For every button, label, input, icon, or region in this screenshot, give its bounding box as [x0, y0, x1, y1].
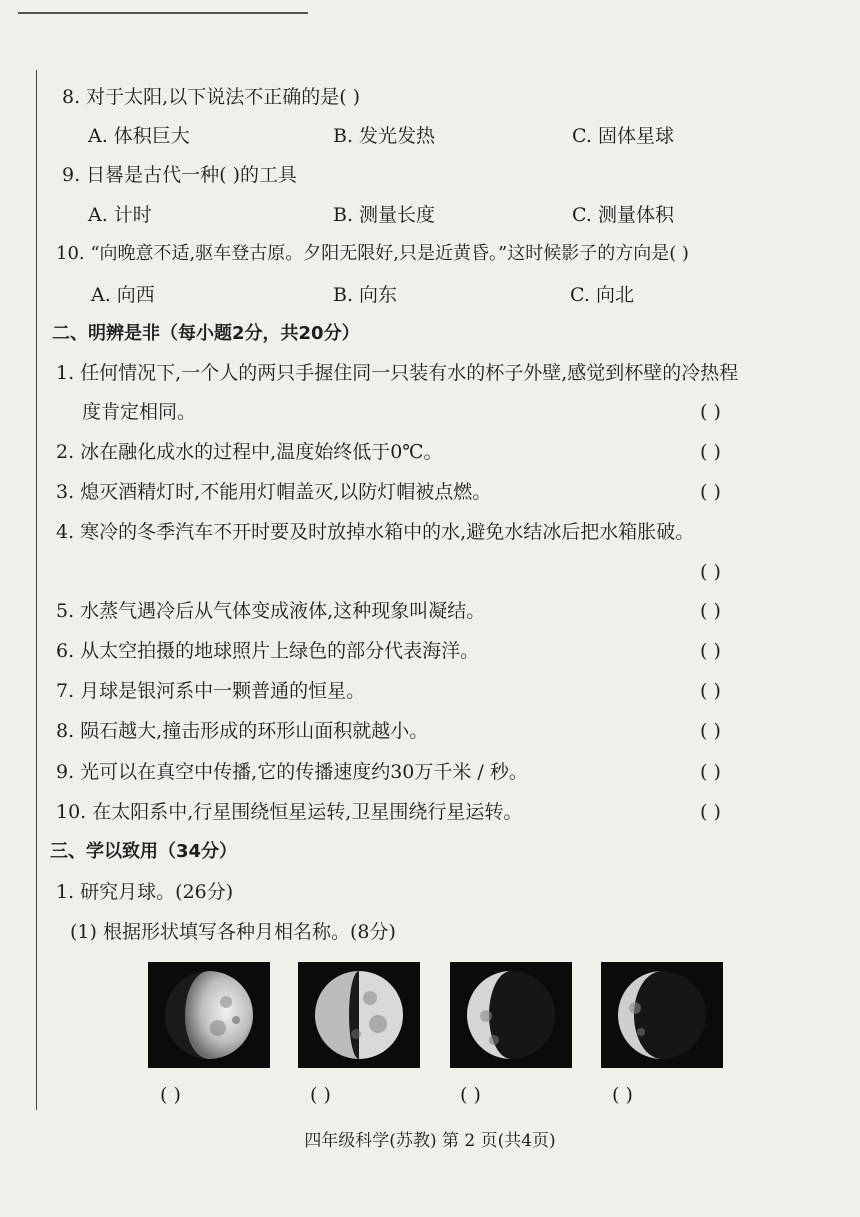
moon-answer-2: ( ): [310, 1084, 331, 1106]
question-8-option-b: B. 发光发热: [333, 125, 436, 147]
question-9-option-b: B. 测量长度: [333, 204, 436, 226]
moon-answer-4: ( ): [612, 1084, 633, 1106]
tf-item-1-line2: 度肯定相同。: [82, 401, 197, 423]
section-3-title: 三、学以致用（34分）: [50, 841, 238, 862]
tf-answer-7: ( ): [700, 680, 721, 702]
moon-phase-image-2: [298, 962, 420, 1068]
moon-phase-image-4: [601, 962, 723, 1068]
question-9-option-c: C. 测量体积: [572, 204, 674, 226]
tf-answer-2: ( ): [700, 441, 721, 463]
tf-item-7: 7. 月球是银河系中一颗普通的恒星。: [56, 680, 366, 702]
section-3-question-1-1: (1) 根据形状填写各种月相名称。(8分): [70, 921, 396, 943]
tf-answer-3: ( ): [700, 481, 721, 503]
tf-item-8: 8. 陨石越大,撞击形成的环形山面积就越小。: [56, 720, 429, 742]
top-rule: [18, 12, 308, 14]
tf-answer-1: ( ): [700, 401, 721, 423]
tf-answer-10: ( ): [700, 801, 721, 823]
tf-answer-8: ( ): [700, 720, 721, 742]
question-8-option-c: C. 固体星球: [572, 125, 674, 147]
question-10-option-c: C. 向北: [570, 284, 634, 306]
tf-item-5: 5. 水蒸气遇冷后从气体变成液体,这种现象叫凝结。: [56, 600, 486, 622]
margin-rule: [36, 70, 37, 1110]
tf-item-9: 9. 光可以在真空中传播,它的传播速度约30万千米 / 秒。: [56, 761, 528, 783]
moon-answer-1: ( ): [160, 1084, 181, 1106]
question-10-option-b: B. 向东: [333, 284, 398, 306]
page-footer: 四年级科学(苏教) 第 2 页(共4页): [304, 1131, 556, 1151]
moon-phase-image-3: [450, 962, 572, 1068]
tf-item-6: 6. 从太空拍摄的地球照片上绿色的部分代表海洋。: [56, 640, 480, 662]
tf-item-10: 10. 在太阳系中,行星围绕恒星运转,卫星围绕行星运转。: [56, 801, 523, 823]
tf-answer-5: ( ): [700, 600, 721, 622]
tf-answer-9: ( ): [700, 761, 721, 783]
question-9-option-a: A. 计时: [88, 204, 152, 226]
question-9-stem: 9. 日晷是古代一种( )的工具: [62, 164, 298, 186]
tf-item-2: 2. 冰在融化成水的过程中,温度始终低于0℃。: [56, 441, 443, 463]
moon-answer-3: ( ): [460, 1084, 481, 1106]
tf-answer-6: ( ): [700, 640, 721, 662]
question-10-option-a: A. 向西: [91, 284, 155, 306]
section-2-title: 二、明辨是非（每小题2分，共20分）: [52, 323, 360, 344]
question-8-stem: 8. 对于太阳,以下说法不正确的是( ): [62, 86, 361, 108]
question-8-option-a: A. 体积巨大: [88, 125, 190, 147]
tf-item-4: 4. 寒冷的冬季汽车不开时要及时放掉水箱中的水,避免水结冰后把水箱胀破。: [56, 521, 695, 543]
tf-answer-4: ( ): [700, 561, 721, 583]
tf-item-3: 3. 熄灭酒精灯时,不能用灯帽盖灭,以防灯帽被点燃。: [56, 481, 492, 503]
tf-item-1-line1: 1. 任何情况下,一个人的两只手握住同一只装有水的杯子外壁,感觉到杯壁的冷热程: [56, 362, 739, 384]
section-3-question-1: 1. 研究月球。(26分): [56, 881, 234, 903]
moon-phase-image-1: [148, 962, 270, 1068]
question-10-stem: 10. “向晚意不适,驱车登古原。夕阳无限好,只是近黄昏。”这时候影子的方向是( ): [56, 243, 689, 264]
